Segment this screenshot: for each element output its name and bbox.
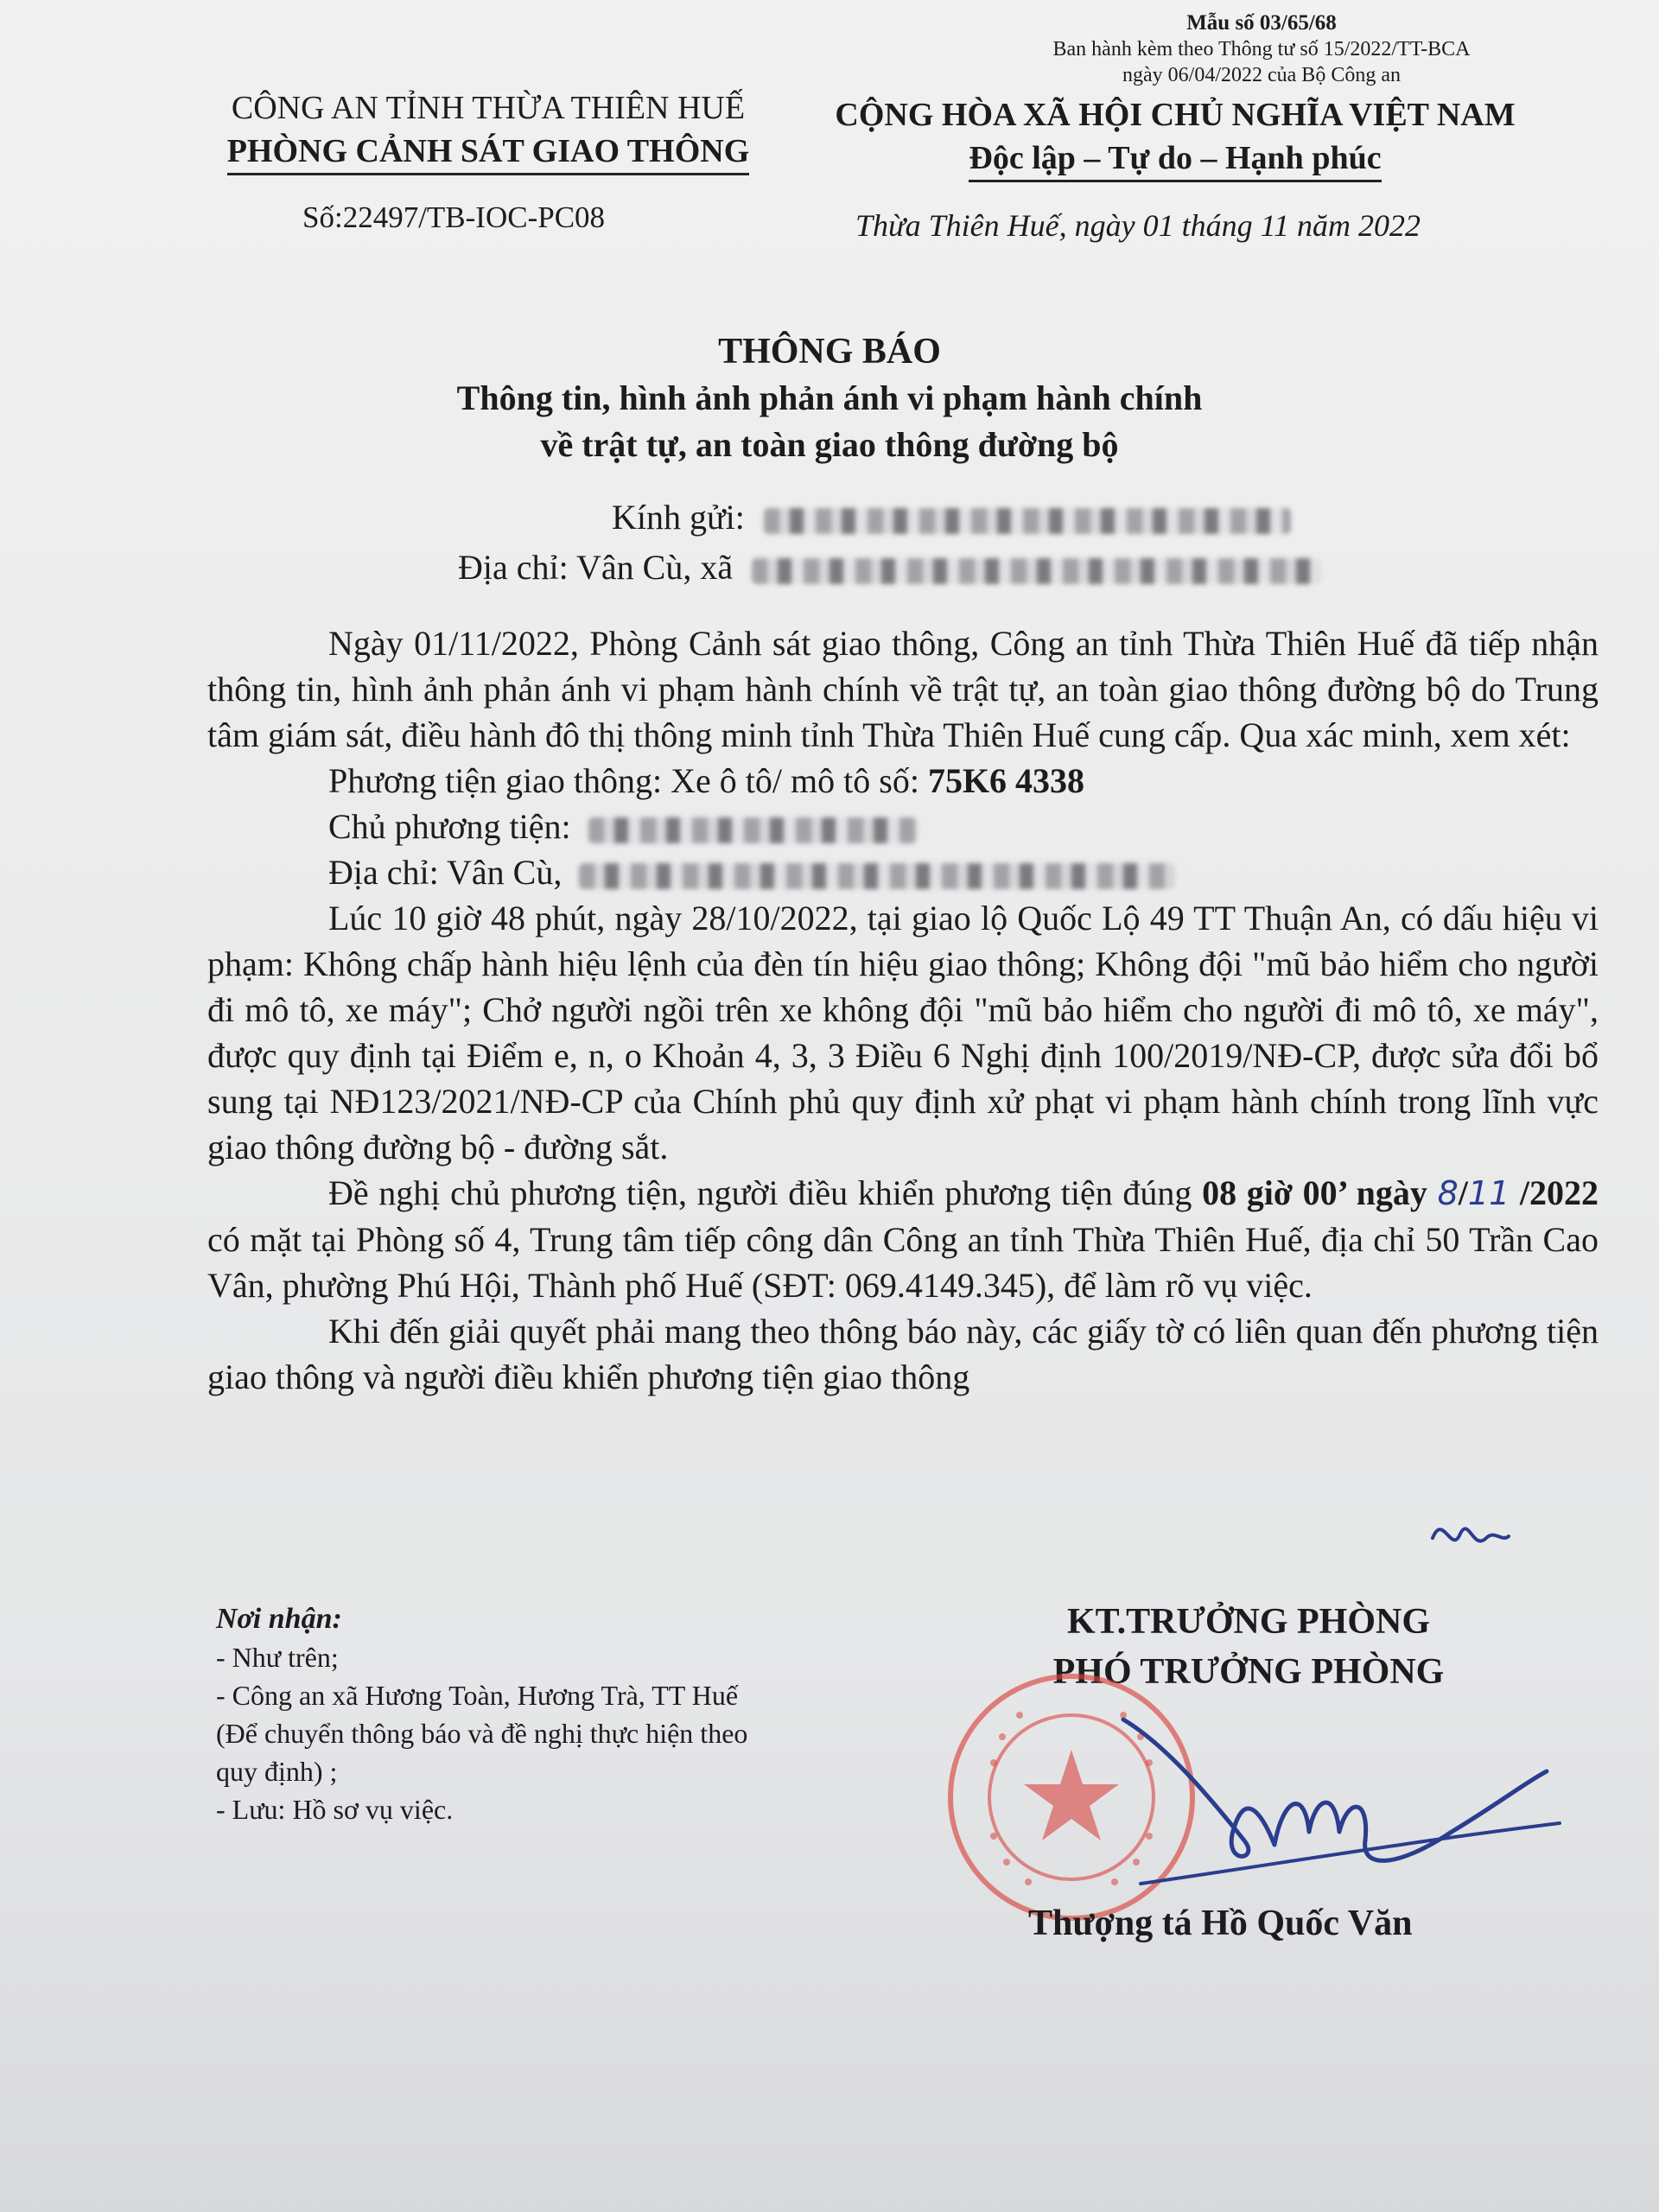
owner-line: [207, 804, 1599, 849]
recipient-item: (Để chuyển thông báo và đề nghị thực hiện theo: [216, 1718, 748, 1749]
recipient-item: quy định) ;: [216, 1756, 338, 1787]
form-number-block: [994, 10, 1529, 88]
owner-address-line: [207, 849, 1599, 895]
summons-slash: /: [1458, 1173, 1468, 1212]
paragraph-requirements: Khi đến giải quyết phải mang theo thông báo này, các giấy tờ có liên quan đến phương tiện giao thông và người điều khiển phương tiện giao thông: [207, 1312, 1599, 1396]
plate-number: 75K6 4338: [927, 761, 1085, 800]
document-title: [346, 328, 1313, 468]
recipient-label: Kính gửi:: [612, 498, 745, 537]
summons-text-b: có mặt tại Phòng số 4, Trung tâm tiếp công dân Công an tỉnh Thừa Thiên Huế, địa chỉ 50 Trần Cao Vân, phường Phú Hội, Thành phố Huế (SĐT: 069.4149.345), để làm rõ vụ việc.: [207, 1220, 1599, 1305]
redacted-recipient-name: [764, 508, 1291, 534]
handwritten-initial: [1426, 1503, 1512, 1564]
recipient-item: - Lưu: Hồ sơ vụ việc.: [216, 1794, 454, 1825]
summons-year: /2022: [1519, 1173, 1599, 1212]
nation-name: CỘNG HÒA XÃ HỘI CHỦ NGHĨA VIỆT NAM: [835, 97, 1516, 133]
summons-time: 08 giờ 00’ ngày: [1202, 1173, 1427, 1212]
summons-text-a: Đề nghị chủ phương tiện, người điều khiển phương tiện đúng: [328, 1173, 1203, 1212]
recipient-block: [458, 493, 1322, 593]
nation-motto: Độc lập – Tự do – Hạnh phúc: [969, 137, 1381, 182]
recipients-block: [216, 1600, 747, 1828]
vehicle-label: Phương tiện giao thông: Xe ô tô/ mô tô số:: [328, 761, 928, 800]
title-sub1: Thông tin, hình ảnh phản ánh vi phạm hành chính: [456, 378, 1203, 417]
form-number: Mẫu số 03/65/68: [1186, 11, 1337, 35]
summons-day-handwritten: 8: [1437, 1174, 1459, 1212]
agency-name: PHÒNG CẢNH SÁT GIAO THÔNG: [227, 130, 750, 175]
recipient-item: - Công an xã Hương Toàn, Hương Trà, TT Huế: [216, 1680, 739, 1711]
recipient-item: - Như trên;: [216, 1642, 339, 1673]
title-sub2: về trật tự, an toàn giao thông đường bộ: [540, 425, 1119, 464]
paragraph-violation: Lúc 10 giờ 48 phút, ngày 28/10/2022, tại giao lộ Quốc Lộ 49 TT Thuận An, có dấu hiệu vi phạm: Không chấp hành hiệu lệnh của đèn tín hiệu giao thông; Không đội "mũ bảo hiểm cho người đi mô tô, xe máy"; Chở người ngồi trên xe không đội "mũ bảo hiểm cho người đi mô tô, xe máy", được quy định tại Điểm e, n, o Khoản 4, 3, 3 Điều 6 Nghị định 100/2019/NĐ-CP, được sửa đổi bổ sung tại NĐ123/2021/NĐ-CP của Chính phủ quy định xử phạt vi phạm hành chính trong lĩnh vực giao thông đường bộ - đường sắt.: [207, 899, 1599, 1166]
form-issued-date: ngày 06/04/2022 của Bộ Công an: [1122, 64, 1401, 86]
vehicle-line: [207, 758, 1599, 804]
notice-body: [207, 620, 1599, 1400]
agency-parent: CÔNG AN TỈNH THỪA THIÊN HUẾ: [231, 90, 746, 126]
paragraph-intro: Ngày 01/11/2022, Phòng Cảnh sát giao thông, Công an tỉnh Thừa Thiên Huế đã tiếp nhận thông tin, hình ảnh phản ánh vi phạm hành chính về trật tự, an toàn giao thông đường bộ do Trung tâm giám sát, điều hành đô thị thông minh tỉnh Thừa Thiên Huế cung cấp. Qua xác minh, xem xét:: [207, 624, 1599, 754]
signatory-title-2: PHÓ TRƯỞNG PHÒNG: [1052, 1652, 1445, 1692]
summons-month-handwritten: 11: [1467, 1174, 1510, 1212]
title-main: THÔNG BÁO: [718, 332, 941, 372]
recipient-address-label: Địa chỉ: Vân Cù, xã: [458, 548, 734, 587]
form-issued-line: Ban hành kèm theo Thông tư số 15/2022/TT-BCA: [1052, 38, 1471, 60]
signer-name: Thượng tá Hồ Quốc Văn: [1028, 1904, 1413, 1943]
owner-label: Chủ phương tiện:: [328, 807, 571, 846]
paragraph-summons: [207, 1170, 1599, 1308]
redacted-owner-name: [588, 817, 917, 843]
recipients-title: Nơi nhận:: [216, 1603, 342, 1635]
owner-address-label: Địa chỉ: Vân Cù,: [328, 853, 563, 892]
redacted-owner-address: [579, 863, 1175, 889]
place-date: Thừa Thiên Huế, ngày 01 tháng 11 năm 2022: [855, 208, 1421, 243]
nation-header: [795, 93, 1555, 182]
redacted-recipient-address: [752, 558, 1322, 584]
handwritten-signature: [1089, 1694, 1573, 1910]
document-reference: Số:22497/TB-IOC-PC08: [302, 200, 606, 234]
agency-header: [190, 86, 786, 175]
signatory-title-1: KT.TRƯỞNG PHÒNG: [1067, 1602, 1430, 1642]
